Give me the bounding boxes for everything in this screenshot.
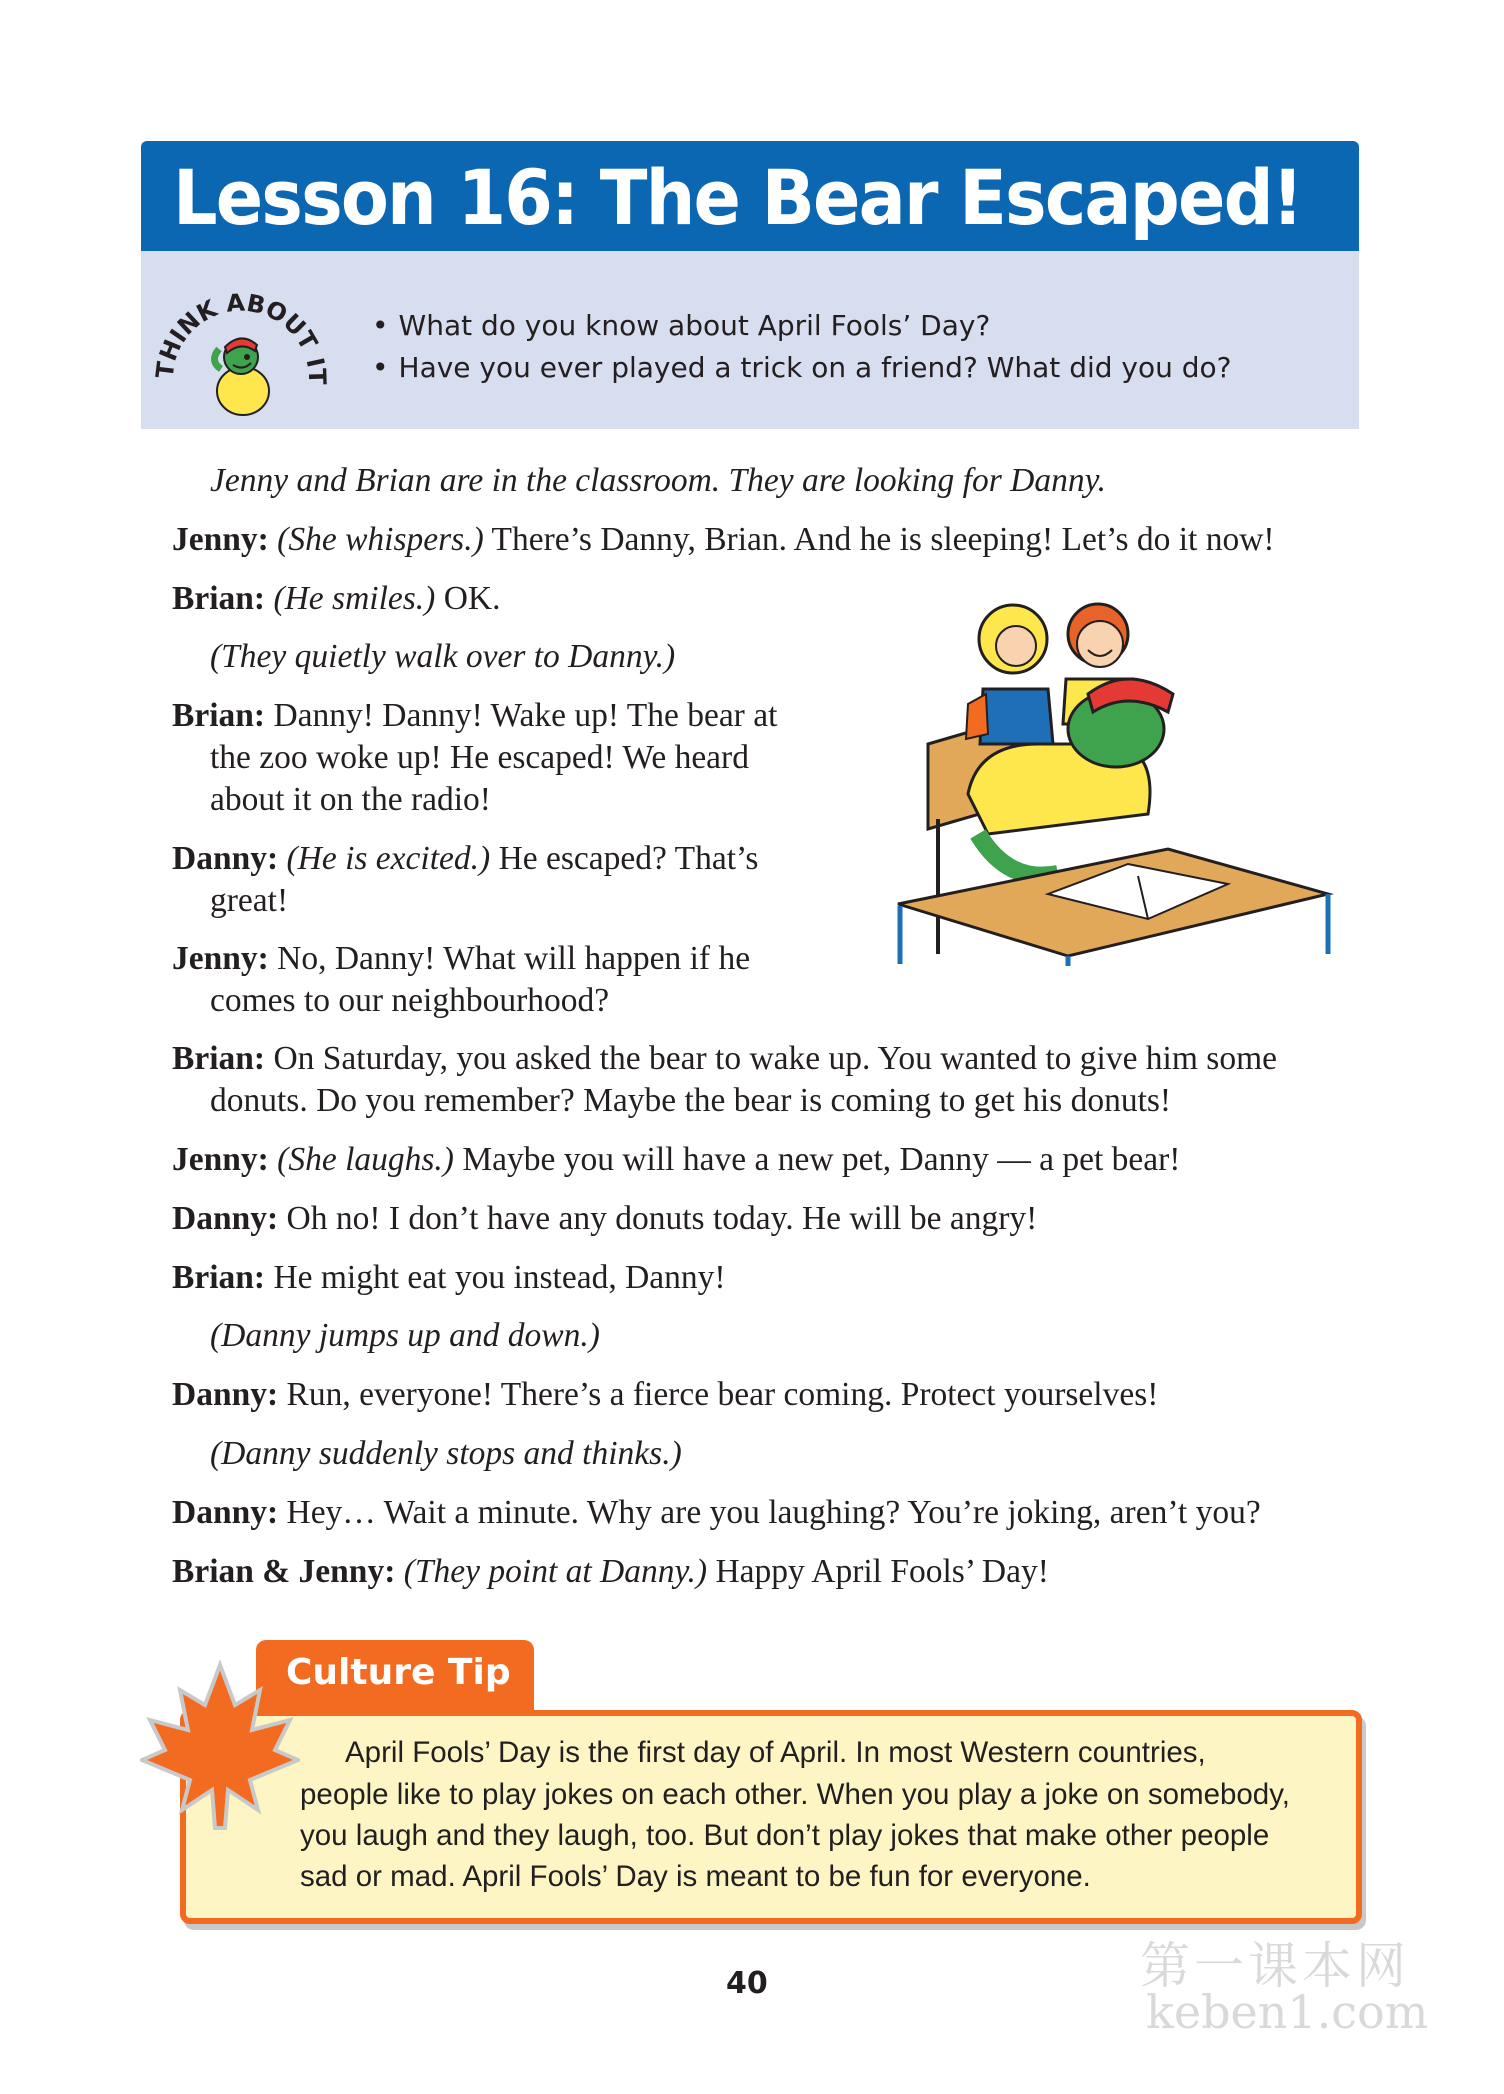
stage-direction: (Danny suddenly stops and thinks.)	[210, 1435, 682, 1472]
speaker: Brian & Jenny:	[172, 1553, 396, 1590]
dialogue-line: Danny: (He is excited.) He escaped? That’s	[172, 840, 759, 877]
stage-direction: (Danny jumps up and down.)	[210, 1317, 600, 1354]
dialogue-continuation: about it on the radio!	[210, 781, 491, 818]
direction: (She whispers.)	[277, 521, 484, 558]
classroom-illustration	[888, 594, 1348, 966]
direction: (He smiles.)	[273, 580, 436, 617]
page-number: 40	[726, 1966, 768, 2001]
speaker: Jenny:	[172, 1141, 269, 1178]
dialogue-line: Brian & Jenny: (They point at Danny.) Happy April Fools’ Day!	[172, 1553, 1049, 1590]
dialogue-continuation: great!	[210, 882, 289, 919]
speaker: Brian:	[172, 1259, 266, 1296]
dialogue-line: Brian: On Saturday, you asked the bear to wake up. You wanted to give him some	[172, 1040, 1278, 1077]
speaker: Brian:	[172, 697, 266, 734]
culture-tip-label: Culture Tip	[286, 1652, 511, 1693]
think-question: • What do you know about April Fools’ Day?	[372, 309, 991, 342]
maple-leaf-icon	[140, 1660, 300, 1830]
direction: (He is excited.)	[286, 840, 491, 877]
speaker: Jenny:	[172, 521, 269, 558]
speaker: Danny:	[172, 1200, 279, 1237]
culture-tip-text: you laugh and they laugh, too. But don’t play jokes that make other people	[300, 1819, 1270, 1852]
direction: (She laughs.)	[277, 1141, 454, 1178]
think-about-it-box	[141, 251, 1359, 429]
lesson-title: Lesson 16: The Bear Escaped!	[173, 153, 1302, 242]
dialogue-line: Jenny: (She whispers.) There’s Danny, Brian. And he is sleeping! Let’s do it now!	[172, 521, 1275, 558]
culture-tip-text: sad or mad. April Fools’ Day is meant to be fun for everyone.	[300, 1860, 1091, 1893]
dialogue-line: Danny: Oh no! I don’t have any donuts today. He will be angry!	[172, 1200, 1038, 1237]
dialogue-line: Jenny: (She laughs.) Maybe you will have a new pet, Danny — a pet bear!	[172, 1141, 1181, 1178]
dialogue-line: Brian: (He smiles.) OK.	[172, 580, 501, 617]
speaker: Jenny:	[172, 940, 269, 977]
dialogue-line: Danny: Hey… Wait a minute. Why are you laughing? You’re joking, aren’t you?	[172, 1494, 1261, 1531]
watermark-chinese: 第一课本网	[1140, 1937, 1410, 1995]
bullet-icon: •	[372, 351, 389, 384]
speaker: Danny:	[172, 1376, 279, 1413]
dialogue-line: Brian: Danny! Danny! Wake up! The bear at	[172, 697, 778, 734]
speaker: Danny:	[172, 840, 279, 877]
bullet-icon: •	[372, 309, 389, 342]
dialogue-continuation: comes to our neighbourhood?	[210, 982, 610, 1019]
speaker: Brian:	[172, 1040, 266, 1077]
dialogue-continuation: the zoo woke up! He escaped! We heard	[210, 739, 749, 776]
culture-tip-text: people like to play jokes on each other. When you play a joke on somebody,	[300, 1778, 1290, 1811]
dialogue-line: Danny: Run, everyone! There’s a fierce bear coming. Protect yourselves!	[172, 1376, 1159, 1413]
dialogue-line: Jenny: No, Danny! What will happen if he	[172, 940, 751, 977]
direction: (They point at Danny.)	[403, 1553, 708, 1590]
think-question: • Have you ever played a trick on a friend? What did you do?	[372, 351, 1232, 384]
watermark-url: keben1.com	[1146, 1985, 1429, 2039]
lesson-title-bar	[141, 141, 1359, 251]
dialogue-line: Brian: He might eat you instead, Danny!	[172, 1259, 726, 1296]
stage-direction: (They quietly walk over to Danny.)	[210, 638, 676, 675]
culture-tip-text: April Fools’ Day is the first day of April. In most Western countries,	[345, 1736, 1206, 1769]
speaker: Brian:	[172, 580, 266, 617]
dialogue-continuation: donuts. Do you remember? Maybe the bear is coming to get his donuts!	[210, 1082, 1172, 1119]
think-about-it-logo-text: THINK ABOUT IT	[151, 288, 331, 386]
stage-direction: Jenny and Brian are in the classroom. They are looking for Danny.	[210, 462, 1106, 499]
think-about-it-mascot-icon	[151, 269, 331, 419]
speaker: Danny:	[172, 1494, 279, 1531]
